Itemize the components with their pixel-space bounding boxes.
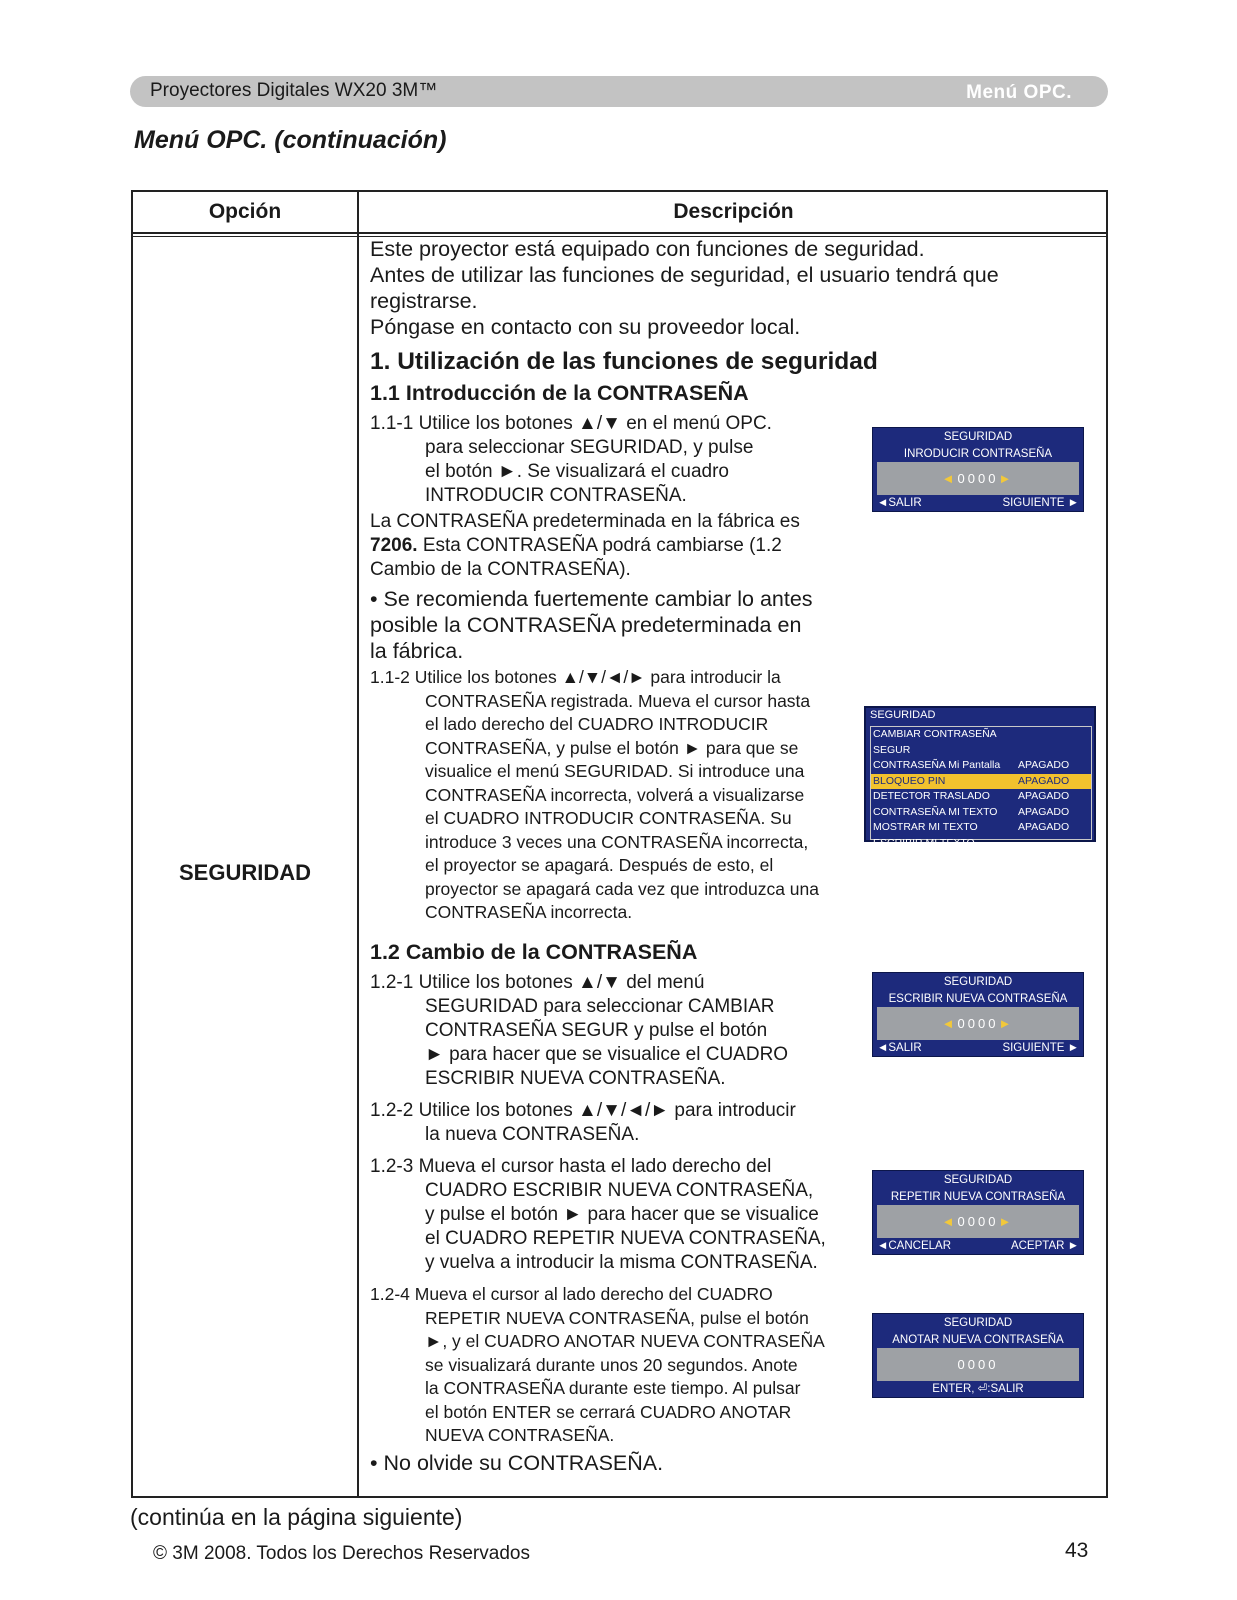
page-number: 43 [1065, 1539, 1089, 1562]
osd-menu-row [871, 805, 1091, 821]
osd-menu-row-selected [871, 774, 1091, 790]
step-line: SEGURIDAD para seleccionar CAMBIAR [425, 996, 775, 1017]
osd-menu-key: DETECTOR TRASLADO [873, 790, 990, 802]
osd-write-new-password [872, 972, 1084, 1057]
final-reminder: • No olvide su CONTRASEÑA. [370, 1451, 664, 1475]
step-line: NUEVA CONTRASEÑA. [425, 1425, 615, 1445]
step-line: ESCRIBIR NUEVA CONTRASEÑA. [425, 1068, 726, 1089]
osd-code: ◄0000► [877, 1205, 1079, 1238]
osd-menu-key: CAMBIAR CONTRASEÑA SEGUR [873, 728, 997, 756]
osd-menu-title: SEGURIDAD [870, 709, 936, 721]
osd-note-new-password [872, 1313, 1084, 1398]
recommendation-line: posible la CONTRASEÑA predeterminada en [370, 613, 802, 637]
note-line: La CONTRASEÑA predeterminada en la fábrica es [370, 511, 800, 532]
step-line: ►, y el CUADRO ANOTAR NUEVA CONTRASEÑA [425, 1331, 825, 1351]
osd-code [877, 1348, 1079, 1381]
continued-note: (continúa en la página siguiente) [130, 1504, 463, 1530]
osd-code: ◄0000► [877, 1007, 1079, 1040]
note-line [370, 534, 860, 558]
osd-security-menu [864, 706, 1096, 849]
intro-line: Antes de utilizar las funciones de seguridad, el usuario tendrá que [370, 263, 999, 287]
intro-line: Este proyector está equipado con funciones de seguridad. [370, 237, 925, 261]
step-1-1-1 [370, 412, 860, 508]
osd-repeat-new-password [872, 1170, 1084, 1255]
header-product-name: Proyectores Digitales WX20 3M™ [150, 80, 438, 101]
header-section-name: Menú OPC. [966, 82, 1072, 103]
step-line: 1.1-1 Utilice los botones ▲/▼ en el menú OPC. [370, 413, 772, 434]
osd-footer-action: ENTER, ⏎:SALIR [932, 1383, 1024, 1395]
step-1-2-3 [370, 1155, 870, 1275]
step-line: y pulse el botón ► para hacer que se visualice [425, 1204, 819, 1225]
osd-subtitle: ANOTAR NUEVA CONTRASEÑA [873, 1331, 1083, 1348]
osd-left-action: ◄SALIR [877, 497, 922, 509]
step-line: el proyector se apagará. Después de esto, el [425, 855, 774, 875]
step-1-2-4 [370, 1283, 870, 1448]
step-line: CUADRO ESCRIBIR NUEVA CONTRASEÑA, [425, 1180, 814, 1201]
step-line: introduce 3 veces una CONTRASEÑA incorrecta, [425, 831, 809, 852]
copyright: © 3M 2008. Todos los Derechos Reservados [153, 1543, 530, 1564]
step-line: y vuelva a introducir la misma CONTRASEÑA. [425, 1252, 818, 1273]
page-title: Menú OPC. (continuación) [134, 126, 447, 154]
osd-menu-value: APAGADO [1018, 821, 1070, 833]
step-line: CONTRASEÑA incorrecta, volverá a visualizarse [425, 784, 805, 805]
osd-left-action: ◄SALIR [877, 1042, 922, 1054]
osd-subtitle: REPETIR NUEVA CONTRASEÑA [873, 1188, 1083, 1205]
step-line: visualice el menú SEGURIDAD. Si introduce una [425, 761, 805, 781]
default-password-note [370, 510, 860, 582]
note-text: Esta CONTRASEÑA podrá cambiarse (1.2 [417, 535, 782, 556]
step-line: CONTRASEÑA, y pulse el botón ► para que se [425, 737, 799, 758]
osd-menu-value: APAGADO [1018, 790, 1070, 802]
option-name: SEGURIDAD [178, 860, 311, 885]
step-line: la nueva CONTRASEÑA. [425, 1124, 640, 1145]
osd-menu-row [871, 758, 1091, 774]
osd-menu-row [871, 820, 1091, 836]
step-line: el CUADRO INTRODUCIR CONTRASEÑA. Su [425, 808, 792, 828]
osd-menu-list [870, 726, 1092, 849]
osd-title: SEGURIDAD [873, 973, 1083, 990]
subsection-heading: 1.2 Cambio de la CONTRASEÑA [370, 940, 698, 964]
osd-menu-value: APAGADO [1018, 805, 1070, 818]
osd-menu-value: APAGADO [1018, 759, 1070, 771]
osd-right-action: SIGUIENTE ► [1002, 1042, 1079, 1054]
osd-title: SEGURIDAD [873, 1171, 1083, 1188]
osd-menu-value: APAGADO [1018, 774, 1070, 787]
header-bar [130, 76, 1108, 107]
osd-right-action: SIGUIENTE ► [1002, 497, 1079, 509]
intro-block [370, 236, 1090, 340]
step-line: 1.2-1 Utilice los botones ▲/▼ del menú [370, 972, 705, 993]
recommendation-line: la fábrica. [370, 639, 464, 663]
step-line: el CUADRO REPETIR NUEVA CONTRASEÑA, [425, 1228, 826, 1249]
recommendation [370, 586, 860, 664]
step-line: ► para hacer que se visualice el CUADRO [425, 1044, 789, 1065]
step-line: el lado derecho del CUADRO INTRODUCIR [425, 714, 769, 734]
recommendation-line: • Se recomienda fuertemente cambiar lo antes [370, 587, 813, 611]
step-line: CONTRASEÑA registrada. Mueva el cursor hasta [425, 690, 811, 711]
step-line: el botón ENTER se cerrará CUADRO ANOTAR [425, 1401, 792, 1422]
header-divider [133, 232, 1106, 234]
default-password: 7206. [370, 535, 418, 556]
column-header-description: Descripción [673, 200, 794, 223]
osd-subtitle: INRODUCIR CONTRASEÑA [873, 445, 1083, 462]
step-line: proyector se apagará cada vez que introduzca una [425, 878, 820, 899]
osd-menu-row [871, 836, 1091, 852]
osd-code-value: 0000 [957, 1016, 999, 1031]
osd-right-action: ACEPTAR ► [1010, 1240, 1079, 1252]
osd-menu-key: CONTRASEÑA Mi Pantalla [873, 759, 1001, 771]
step-line: el botón ►. Se visualizará el cuadro [425, 461, 729, 482]
column-divider [357, 192, 359, 1496]
section-heading: 1. Utilización de las funciones de seguridad [370, 348, 878, 375]
step-line: 1.1-2 Utilice los botones ▲/▼/◄/► para introducir la [370, 667, 781, 687]
osd-menu-row [871, 727, 1091, 758]
step-line: CONTRASEÑA SEGUR y pulse el botón [425, 1020, 768, 1041]
step-1-1-2 [370, 666, 860, 925]
osd-code-value: 0000 [957, 1357, 999, 1372]
osd-left-action: ◄CANCELAR [877, 1240, 952, 1252]
step-1-2-1 [370, 971, 860, 1091]
osd-code-value: 0000 [957, 471, 999, 486]
intro-line: Póngase en contacto con su proveedor local. [370, 315, 801, 339]
osd-menu-key: BLOQUEO PIN [873, 774, 946, 787]
step-line: REPETIR NUEVA CONTRASEÑA, pulse el botón [425, 1307, 809, 1328]
step-line: INTRODUCIR CONTRASEÑA. [425, 485, 687, 506]
intro-line: registrarse. [370, 289, 478, 313]
note-line: Cambio de la CONTRASEÑA). [370, 559, 631, 580]
osd-enter-password [872, 427, 1084, 512]
osd-title: SEGURIDAD [873, 428, 1083, 445]
step-line: 1.2-3 Mueva el cursor hasta el lado derecho del [370, 1156, 772, 1177]
step-line: 1.2-4 Mueva el cursor al lado derecho del CUADRO [370, 1284, 773, 1304]
osd-menu-key: ESCRIBIR MI TEXTO [873, 836, 975, 849]
osd-title: SEGURIDAD [873, 1314, 1083, 1331]
osd-code-value: 0000 [957, 1214, 999, 1229]
step-line: se visualizará durante unos 20 segundos. Anote [425, 1354, 798, 1375]
step-1-2-2 [370, 1099, 860, 1147]
osd-subtitle: ESCRIBIR NUEVA CONTRASEÑA [873, 990, 1083, 1007]
step-line: para seleccionar SEGURIDAD, y pulse [425, 437, 754, 458]
step-line: la CONTRASEÑA durante este tiempo. Al pulsar [425, 1378, 801, 1398]
column-header-option: Opción [208, 200, 282, 223]
step-line: 1.2-2 Utilice los botones ▲/▼/◄/► para introducir [370, 1100, 796, 1121]
osd-menu-row [871, 789, 1091, 805]
osd-menu-key: MOSTRAR MI TEXTO [873, 821, 978, 833]
subsection-heading: 1.1 Introducción de la CONTRASEÑA [370, 381, 749, 405]
osd-menu-key: CONTRASEÑA MI TEXTO [873, 805, 998, 818]
osd-code: ◄0000► [877, 462, 1079, 495]
step-line: CONTRASEÑA incorrecta. [425, 902, 633, 922]
